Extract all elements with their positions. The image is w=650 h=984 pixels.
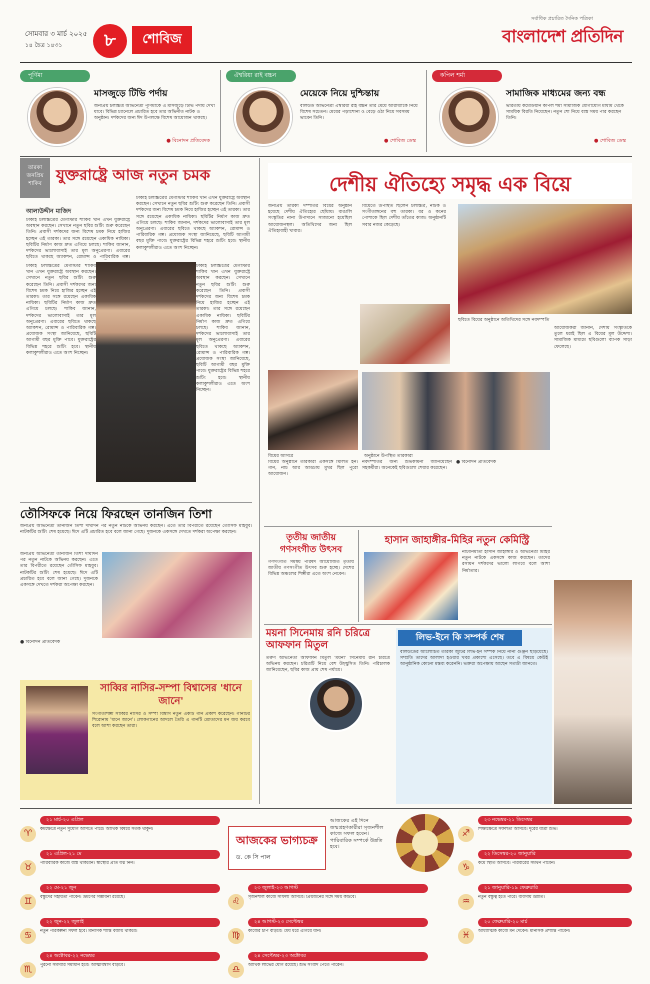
gemini-icon: ♊ bbox=[20, 894, 36, 910]
sign-text: বন্ধুদের সহায়তা পাবেন। ভ্রমণের সম্ভাবনা রয়েছে। bbox=[40, 895, 125, 900]
horoscope-sign[interactable] bbox=[458, 918, 632, 950]
story-title[interactable]: সামাজিক মাধ্যমের জন্য বন্ধ bbox=[506, 89, 606, 99]
horoscope-sign[interactable] bbox=[20, 884, 220, 916]
libra-icon: ♎ bbox=[228, 962, 244, 978]
horoscope-intro: আজকের এই দিনে জন্মগ্রহণকারীরা সৃজনশীল কাজে সফল হবেন। পারিবারিক সম্পর্কে উন্নতি হবে। bbox=[330, 818, 384, 851]
wedding-photo-main bbox=[458, 204, 632, 314]
horoscope-sign[interactable] bbox=[228, 918, 428, 950]
story-tag: ঐশ্বরিয়া রাই বচ্চন bbox=[226, 70, 296, 82]
lead-body: ঢাকাই চলচ্চিত্রের মেগাস্টার শাকিব খান এখন যুক্তরাষ্ট্রে অবস্থান করছেন। সেখানে নতুন ছবির শুটিং শুরু করেছেন তিনি। প্রবাসী দর্শকদের জন্য বিশেষ চমক নিয়ে হাজির হচ্ছেন এই তারকা। তার সঙ্গে রয়েছেন একাধিক নায়িকা। ছবিটির নির্মাণ কাজ দ্রুত এগিয়ে চলছে। শাকিব জানান, দর্শকদের ভালোবাসাই তার মূল অনুপ্রেরণা। এবারের ছবিতে থাকছে অ্যাকশন, রোমান্স ও পারিবারিক গল্প। প্রযোজক সংস্থা জানিয়েছে, ছবিটি আগামী বছর মুক্তি পাবে। যুক্তরাষ্ট্রের বিভিন্ন শহরে শুটিং হবে। স্থানীয় কলাকুশলীরাও এতে অংশ নিচ্ছেন। bbox=[136, 196, 250, 251]
lead-label: তারকা জনপ্রিয় শাকিব bbox=[20, 158, 50, 198]
sign-dates: ২৪ অক্টোবর-২২ নভেম্বর bbox=[40, 952, 220, 961]
portrait-photo bbox=[234, 88, 292, 146]
lead-body: ঢাকাই চলচ্চিত্রের মেগাস্টার শাকিব খান এখন যুক্তরাষ্ট্রে অবস্থান করছেন। সেখানে নতুন ছবির শুটিং শুরু করেছেন তিনি। প্রবাসী দর্শকদের জন্য বিশেষ চমক নিয়ে হাজির হচ্ছেন এই তারকা। তার সঙ্গে রয়েছেন একাধিক নায়িকা। ছবিটির নির্মাণ কাজ দ্রুত এগিয়ে চলছে। শাকিব জানান, দর্শকদের ভালোবাসাই তার মূল অনুপ্রেরণা। এবারের ছবিতে থাকছে অ্যাকশন, রোমান্স ও পারিবারিক গল্প। প্রযোজক সংস্থা জানিয়েছে, ছবিটি আগামী বছর মুক্তি পাবে। যুক্তরাষ্ট্রের বিভিন্ন শহরে শুটিং হবে। স্থানীয় কলাকুশলীরাও এতে অংশ নিচ্ছেন। bbox=[26, 264, 96, 356]
hasan-photo bbox=[364, 552, 458, 620]
wedding-caption: অনুষ্ঠানে উপস্থিত তারকারা bbox=[364, 454, 413, 459]
story-body: ভারতীয় কমেডিয়ান কপিল শর্মা সামাজিক যোগাযোগ মাধ্যম থেকে সাময়িক বিরতি নিয়েছেন। নতুন শো নিয়ে ব্যস্ত সময় পার করছেন তিনি। bbox=[506, 104, 624, 121]
sign-text: কাজের চাপ বাড়বে। ধৈর্য ধরে এগিয়ে যান। bbox=[248, 929, 322, 934]
horoscope-sign[interactable] bbox=[228, 884, 428, 916]
cancer-icon: ♋ bbox=[20, 928, 36, 944]
wedding-headline[interactable]: দেশীয় ঐতিহ্যে সমৃদ্ধ এক বিয়ে bbox=[329, 172, 571, 196]
sign-dates: ২৪ আগস্ট-২৩ সেপ্টেম্বর bbox=[248, 918, 428, 927]
moyna-body: তরুণ অভিনেতা আফফান মিতুল 'ময়না' সিনেমায় রনি চরিত্রে অভিনয় করছেন। চরিত্রটি নিয়ে বেশ উচ্ছ্বসিত তিনি। পরিচালক জানিয়েছেন, ছবির কাজ প্রায় শেষ পর্যায়ে। bbox=[266, 656, 390, 674]
sign-dates: ২১ মার্চ-২০ এপ্রিল bbox=[40, 816, 220, 825]
festival-body: গণসংগীত সমন্বয় পরিষদ আয়োজিত তৃতীয় জাতীয় গণসংগীত উৎসব শুরু হচ্ছে। দেশের বিভিন্ন অঞ্চলের শিল্পীরা এতে অংশ নেবেন। bbox=[268, 560, 354, 578]
lead-byline: আলাউদ্দীন মাজিদ bbox=[26, 208, 72, 215]
horoscope-sign[interactable] bbox=[458, 850, 632, 882]
lead-body: ঢাকাই চলচ্চিত্রের মেগাস্টার শাকিব খান এখন যুক্তরাষ্ট্রে অবস্থান করছেন। সেখানে নতুন ছবির শুটিং শুরু করেছেন তিনি। প্রবাসী দর্শকদের জন্য বিশেষ চমক নিয়ে হাজির হচ্ছেন এই তারকা। তার সঙ্গে রয়েছেন একাধিক নায়িকা। ছবিটির নির্মাণ কাজ দ্রুত এগিয়ে চলছে। শাকিব জানান, দর্শকদের ভালোবাসাই তার মূল অনুপ্রেরণা। এবারের ছবিতে থাকছে অ্যাকশন, রোমান্স ও পারিবারিক গল্প। bbox=[26, 218, 130, 260]
horoscope-title: আজকের ভাগ্যচক্র bbox=[236, 834, 318, 847]
moyna-headline[interactable]: ময়না সিনেমায় রনি চরিত্রে আফফান মিতুল bbox=[266, 628, 371, 651]
sign-text: পুরনো সমস্যার সমাধান হবে। আত্মবিশ্বাস বাড়বে। bbox=[40, 963, 125, 968]
lead-body: ঢাকাই চলচ্চিত্রের মেগাস্টার শাকিব খান এখন যুক্তরাষ্ট্রে অবস্থান করছেন। সেখানে নতুন ছবির শুটিং শুরু করেছেন তিনি। প্রবাসী দর্শকদের জন্য বিশেষ চমক নিয়ে হাজির হচ্ছেন এই তারকা। তার সঙ্গে রয়েছেন একাধিক নায়িকা। ছবিটির নির্মাণ কাজ দ্রুত এগিয়ে চলছে। শাকিব জানান, দর্শকদের ভালোবাসাই তার মূল অনুপ্রেরণা। এবারের ছবিতে থাকছে অ্যাকশন, রোমান্স ও পারিবারিক গল্প। প্রযোজক সংস্থা জানিয়েছে, ছবিটি আগামী বছর মুক্তি পাবে। যুক্তরাষ্ট্রের বিভিন্ন শহরে শুটিং হবে। স্থানীয় কলাকুশলীরাও এতে অংশ নিচ্ছেন। bbox=[196, 264, 250, 394]
wedding-photo-couple bbox=[268, 370, 358, 450]
lead-story[interactable] bbox=[20, 158, 252, 500]
story-byline: ● শোবিজ ডেস্ক bbox=[594, 138, 626, 144]
capricorn-icon: ♑ bbox=[458, 860, 474, 876]
horoscope-sign[interactable] bbox=[20, 952, 220, 984]
horoscope-sign[interactable] bbox=[20, 816, 220, 848]
tisha-byline: ● বিনোদন প্রতিবেদক bbox=[20, 640, 61, 645]
horoscope-sign[interactable] bbox=[20, 918, 220, 950]
aquarius-icon: ♒ bbox=[458, 894, 474, 910]
story-body: জনপ্রিয় চলচ্চিত্র অভিনেত্রী পূর্ণিমাকে এ মাসজুড়ে টিভি পর্দায় দেখা যাবে। বিভিন্ন চ্যানেলে প্রচারিত হবে তার অভিনীত নাটক ও অনুষ্ঠান। দর্শকদের জন্য ঈদ উপলক্ষে বিশেষ আয়োজন থাকছে। bbox=[94, 104, 215, 121]
livein-body: বলিউডের আলোচিত তারকা জুটির লিভ-ইন সম্পর্ক নিয়ে নানা গুঞ্জন ছড়িয়েছে। সম্প্রতি তাদের আলাদা হওয়ার খবর প্রকাশ্যে এসেছে। তবে এ বিষয়ে কেউই আনুষ্ঠানিক কোনো মন্তব্য করেননি। ভক্তরা অপেক্ষায় আছেন সত্যটা জানতে। bbox=[400, 650, 548, 668]
wedding-byline: ● বিনোদন প্রতিবেদক bbox=[456, 460, 497, 465]
wedding-photo-small bbox=[360, 304, 450, 364]
wedding-body: বিয়ের অনুষ্ঠানে তারকারা একসঙ্গে মিলিত হন। গান, নাচ আর আড্ডায় মুখর ছিল পুরো আয়োজন। bbox=[268, 460, 358, 478]
singers-photo bbox=[26, 686, 88, 774]
sign-text: কর্মে স্থিতি আসবে। পরিবারের সমর্থন পাবেন। bbox=[478, 861, 556, 866]
wedding-photo-guests bbox=[362, 372, 550, 450]
tisha-photo bbox=[102, 552, 252, 638]
horoscope-author: ড. কে সি পাল bbox=[236, 854, 271, 861]
wedding-caption: বিয়ের আসরে bbox=[268, 454, 294, 459]
virgo-icon: ♍ bbox=[228, 928, 244, 944]
wedding-body: আয়োজকরা জানান, দেশীয় সংস্কৃতিকে তুলে ধরাই ছিল এ বিয়ের মূল উদ্দেশ্য। সামাজিক মাধ্যমে ছবিগুলো ব্যাপক সাড়া ফেলেছে। bbox=[554, 326, 632, 350]
tisha-headline[interactable]: তৌসিফকে নিয়ে ফিরছেন তানজিন তিশা bbox=[20, 507, 212, 521]
sign-dates: ২১ এপ্রিল-২১ মে bbox=[40, 850, 220, 859]
hasan-body: নাট্যনির্মাতা হাসান জাহাঙ্গীর ও অভিনেত্রী মিহির নতুন নাটকে একসঙ্গে কাজ করছেন। তাদের রসায়ন দর্শকদের ভালো লাগবে বলে আশা নির্মাতার। bbox=[462, 550, 550, 574]
horoscope-sign[interactable] bbox=[458, 816, 632, 848]
horoscope-sign[interactable] bbox=[20, 850, 220, 882]
section-title: শোবিজ bbox=[132, 26, 192, 54]
date-line-bangla: ১৪ চৈত্র ১৪৩১ bbox=[25, 42, 63, 49]
newspaper-logo: বাংলাদেশ প্রতিদিন bbox=[502, 27, 623, 47]
sign-dates: ২২ ডিসেম্বর-২০ জানুয়ারি bbox=[478, 850, 632, 859]
sign-dates: ২২ জুন-২২ জুলাই bbox=[40, 918, 220, 927]
portrait-photo bbox=[440, 88, 498, 146]
actor-photo bbox=[96, 262, 196, 482]
story-title[interactable]: মেয়েকে নিয়ে দুশ্চিন্তায় bbox=[300, 89, 380, 99]
story-tag: পূর্ণিমা bbox=[20, 70, 90, 82]
logo-tagline: সর্বাধিক প্রচারিত দৈনিক পত্রিকা bbox=[531, 16, 593, 22]
sign-text: আর্থিক লাভের যোগ রয়েছে। শুভ সংবাদ পেতে পারেন। bbox=[248, 963, 344, 968]
sign-text: সৃজনশীল কাজে সাফল্য আসবে। প্রিয়জনের সঙ্গে সময় কাটবে। bbox=[248, 895, 356, 900]
sign-text: নতুন পরিকল্পনা সফল হবে। মানসিক শান্তি বজায় থাকবে। bbox=[40, 929, 138, 934]
sign-dates: ২৩ জুলাই-২৩ আগস্ট bbox=[248, 884, 428, 893]
sign-dates: ২৩ নভেম্বর-২১ ডিসেম্বর bbox=[478, 816, 632, 825]
top-story-2[interactable] bbox=[226, 70, 422, 152]
sign-text: নতুন বন্ধুত্ব হতে পারে। ব্যবসায় উন্নতি। bbox=[478, 895, 545, 900]
sign-dates: ২১ জানুয়ারি-১৯ ফেব্রুয়ারি bbox=[478, 884, 632, 893]
lead-headline[interactable]: যুক্তরাষ্ট্রে আজ নতুন চমক bbox=[56, 166, 211, 184]
story-tag: কপিল শর্মা bbox=[432, 70, 502, 82]
sign-dates: ২৪ সেপ্টেম্বর-২৩ অক্টোবর bbox=[248, 952, 428, 961]
story-byline: ● শোবিজ ডেস্ক bbox=[384, 138, 416, 144]
sign-dates: ২০ ফেব্রুয়ারি-২০ মার্চ bbox=[478, 918, 632, 927]
sign-text: আধ্যাত্মিক কাজে মন দেবেন। মানসিক প্রশান্তি পাবেন। bbox=[478, 929, 571, 934]
aries-icon: ♈ bbox=[20, 826, 36, 842]
festival-headline[interactable]: তৃতীয় জাতীয় গণসংগীত উৎসব bbox=[279, 533, 343, 555]
tisha-body: জনপ্রিয় অভিনেত্রী তানজিন তিশা দীর্ঘদিন পর নতুন নাটকে অভিনয় করছেন। এতে তার বিপরীতে রয়েছেন তৌসিফ মাহবুব। নাটকটির শুটিং শেষ হয়েছে। ঈদে এটি প্রচারিত হবে বলে জানা গেছে। দুজনকে একসঙ্গে দেখতে দর্শকরা অপেক্ষা করছেন। bbox=[20, 524, 252, 536]
wedding-body: জনপ্রিয় তারকা দম্পতির বিয়ের অনুষ্ঠান হয়েছে দেশীয় ঐতিহ্যের ছোঁয়ায়। বাঙালি সংস্কৃতির নানা উপাদানে সাজানো হয়েছিল আয়োজনস্থল। অতিথিদের জন্য ছিল ঐতিহ্যবাহী খাবার। bbox=[268, 204, 352, 234]
pisces-icon: ♓ bbox=[458, 928, 474, 944]
page-number: ৮ bbox=[93, 24, 127, 58]
story-title[interactable]: মাসজুড়ে টিভি পর্দায় bbox=[94, 89, 168, 99]
sagittarius-icon: ♐ bbox=[458, 826, 474, 842]
leo-icon: ♌ bbox=[228, 894, 244, 910]
livein-headline[interactable]: লিভ-ইনে কি সম্পর্ক শেষ bbox=[398, 630, 522, 646]
horoscope-sign[interactable] bbox=[228, 952, 428, 984]
zodiac-wheel-center bbox=[412, 830, 438, 856]
story-body: বলিউড অভিনেত্রী ঐশ্বরিয়া রাই বচ্চন তার মেয়ে আরাধ্যাকে নিয়ে বিশেষ সচেতন। মেয়ের পড়াশোনা ও বেড়ে ওঠা নিয়ে সবসময় ভাবেন তিনি। bbox=[300, 104, 418, 121]
model-photo bbox=[554, 580, 632, 804]
sabnur-body: সংগীতশিল্পী সাব্বির নাসির ও সম্পা বিশ্বাস নতুন একটি গান প্রকাশ করেছেন। গানটির শিরোনাম 'ধানে জানে'। লোকগানের আদলে তৈরি এ গানটি শ্রোতাদের মন জয় করবে বলে আশা করছেন তারা। bbox=[92, 712, 250, 730]
portrait-photo bbox=[28, 88, 86, 146]
taurus-icon: ♉ bbox=[20, 860, 36, 876]
festival-story[interactable] bbox=[268, 532, 354, 622]
wedding-body: বিয়েতে উপস্থিত ছিলেন চলচ্চিত্র, নাটক ও সংগীতাঙ্গনের বহু তারকা। বর ও কনের পোশাকে ছিল দেশীয় তাঁতের কাজ। অনুষ্ঠানটি সবার নজর কেড়েছে। bbox=[362, 204, 446, 228]
sabnur-headline[interactable]: সাব্বির নাসির-সম্পা বিশ্বাসের 'ধানে জানে' bbox=[100, 683, 242, 707]
sign-text: কর্মক্ষেত্রে নতুন সুযোগ আসতে পারে। আর্থিক বিষয়ে সতর্ক থাকুন। bbox=[40, 827, 154, 832]
actor-portrait bbox=[308, 676, 364, 732]
top-story-1[interactable] bbox=[20, 70, 216, 152]
story-byline: ● বিনোদন প্রতিবেদক bbox=[166, 138, 210, 144]
hasan-headline[interactable]: হাসান জাহাঙ্গীর-মিহির নতুন কেমিস্ট্রি bbox=[384, 535, 530, 546]
horoscope-sign[interactable] bbox=[458, 884, 632, 916]
sign-text: পারিবারিক কাজে ব্যস্ত থাকবেন। স্বাস্থ্যের প্রতি যত্ন নিন। bbox=[40, 861, 135, 866]
sign-text: শিক্ষাক্ষেত্রে সফলতা আসবে। দূরের যাত্রা শুভ। bbox=[478, 827, 558, 832]
wedding-body: নবদম্পতির জন্য শুভকামনা জানিয়েছেন সহকর্মীরা। অনেকেই ছবিগুলো শেয়ার করেছেন। bbox=[362, 460, 452, 472]
wedding-caption: ছবিতে বিয়ের অনুষ্ঠানে অতিথিদের সঙ্গে নবদম্পতি bbox=[458, 318, 550, 323]
top-story-3[interactable] bbox=[432, 70, 632, 152]
tisha-body: জনপ্রিয় অভিনেত্রী তানজিন তিশা দীর্ঘদিন পর নতুন নাটকে অভিনয় করছেন। এতে তার বিপরীতে রয়েছেন তৌসিফ মাহবুব। নাটকটির শুটিং শেষ হয়েছে। ঈদে এটি প্রচারিত হবে বলে জানা গেছে। দুজনকে একসঙ্গে দেখতে দর্শকরা অপেক্ষা করছেন। bbox=[20, 552, 98, 589]
scorpio-icon: ♏ bbox=[20, 962, 36, 978]
sign-dates: ২২ মে-২১ জুন bbox=[40, 884, 220, 893]
date-line: সোমবার ৩ মার্চ ২০২৫ bbox=[25, 30, 88, 38]
